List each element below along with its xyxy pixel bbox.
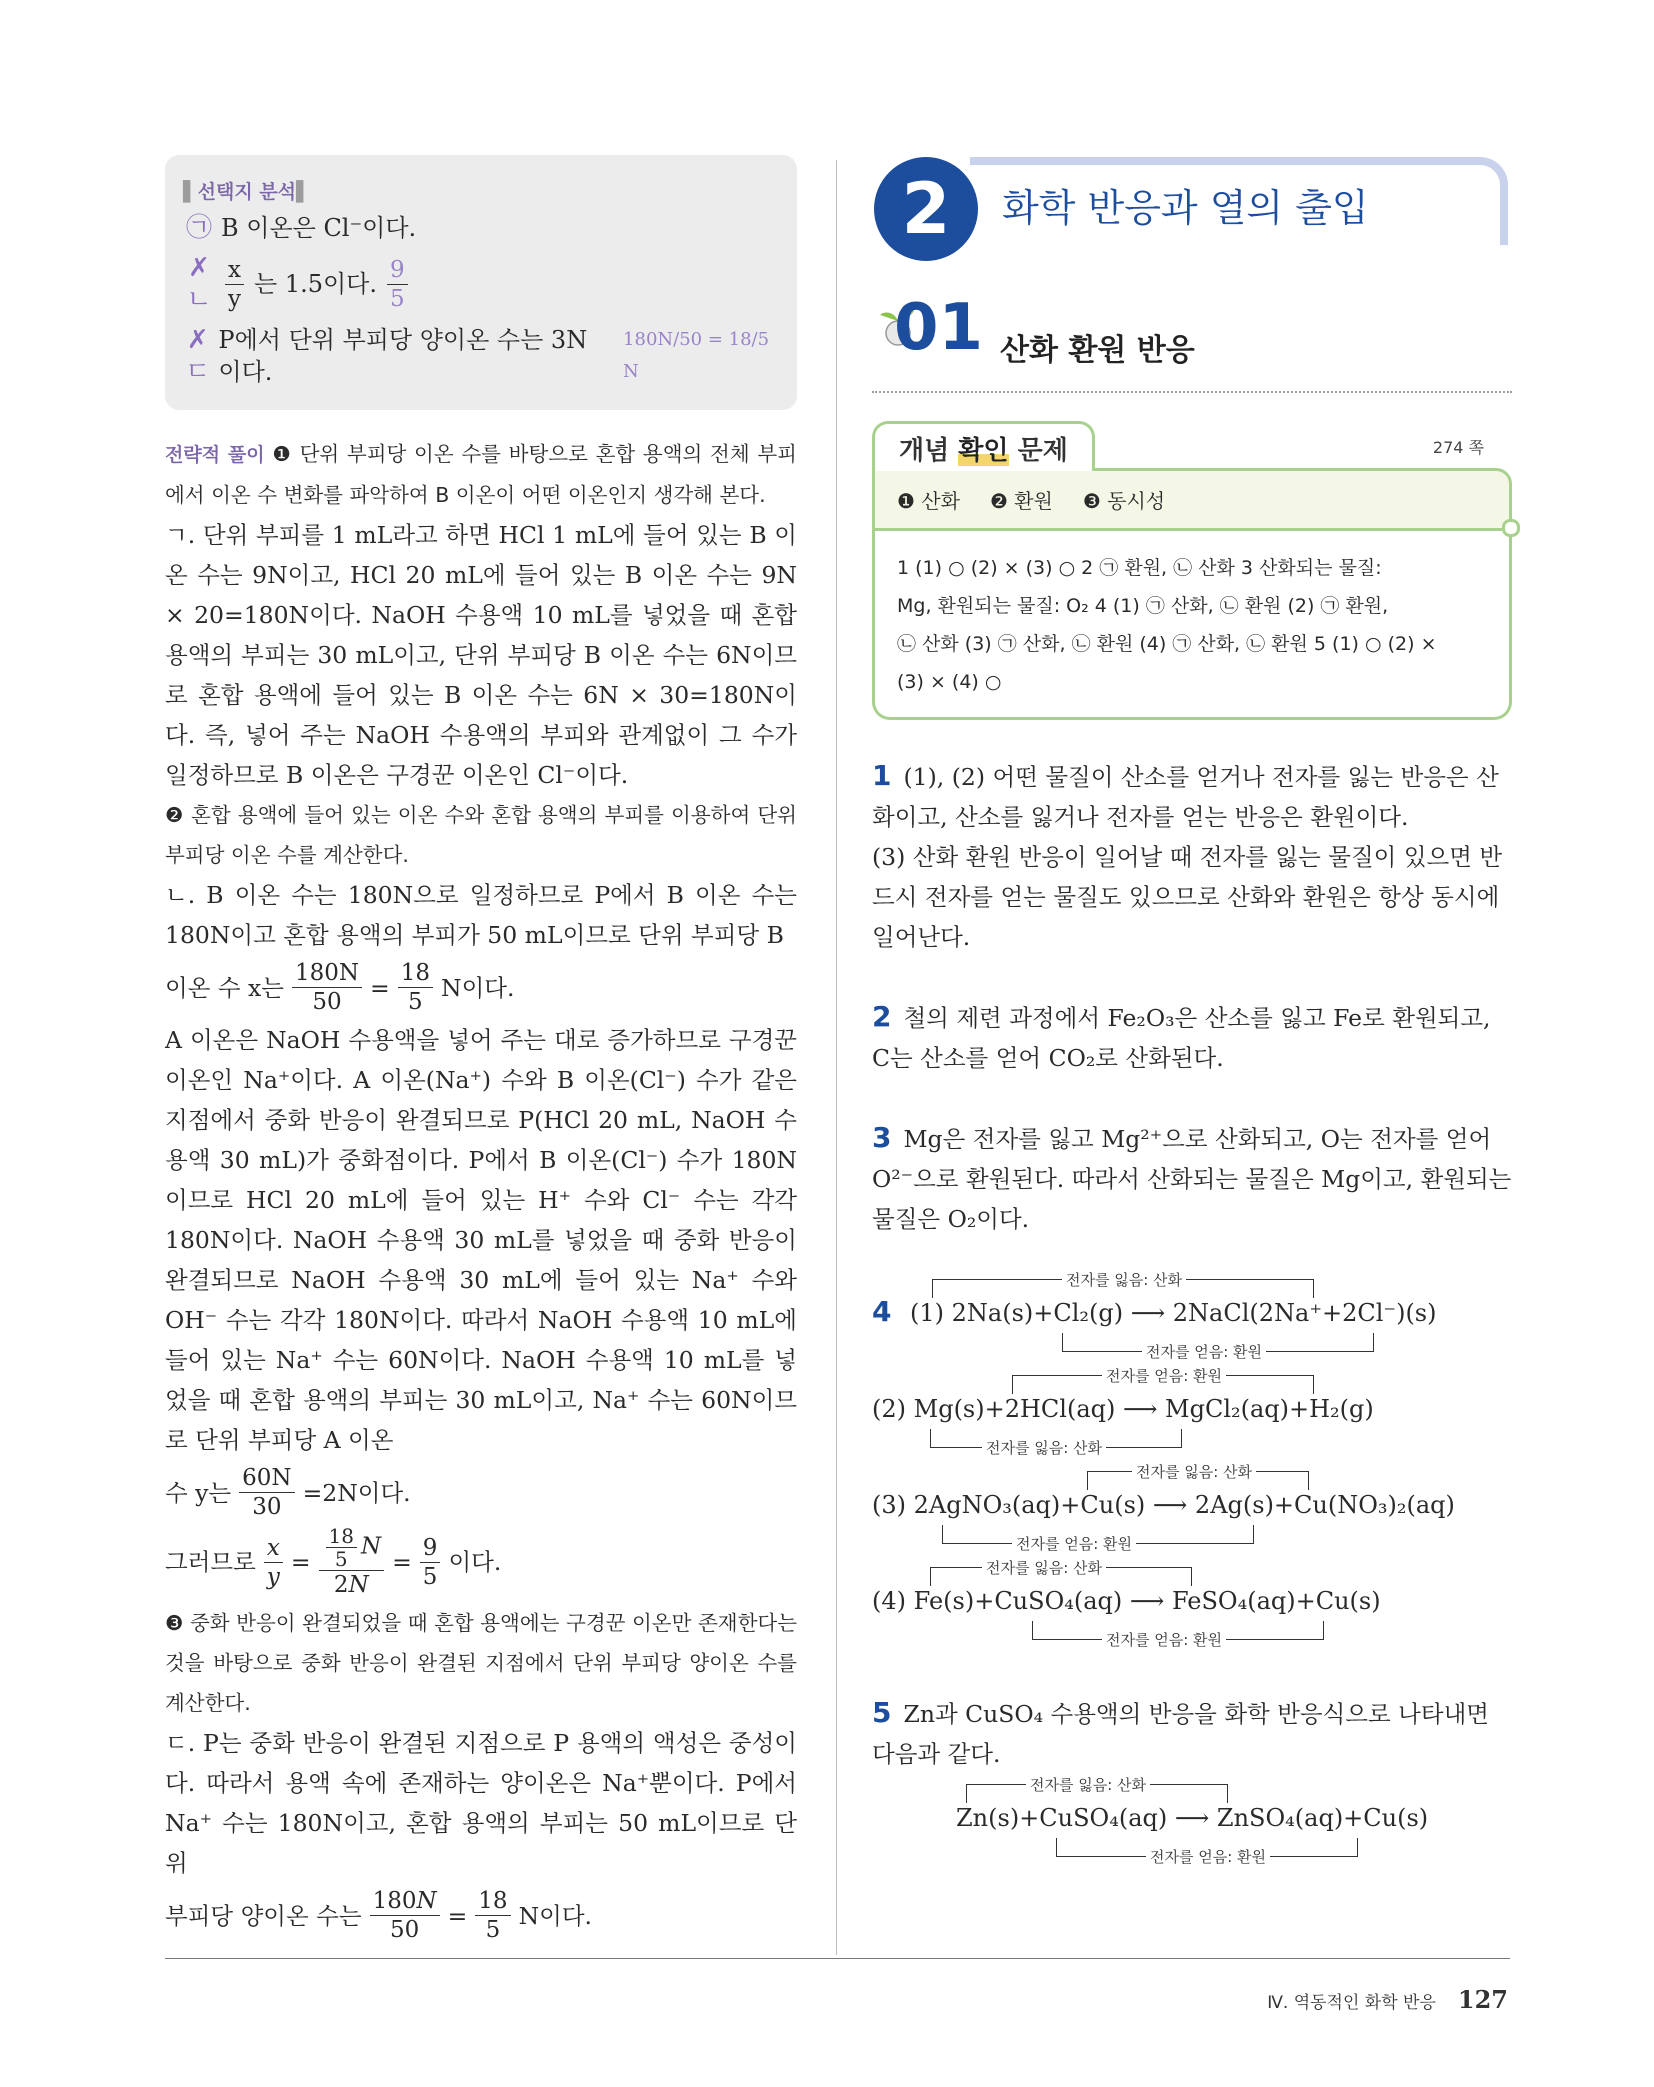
choice-item-1: ㉠ B 이온은 Cl⁻이다. — [183, 212, 777, 244]
concept-answers: 1 (1) ○ (2) × (3) ○ 2 ㉠ 환원, ㉡ 산화 3 산화되는 물질: Mg, 환원되는 물질: O₂ 4 (1) ㉠ 산화, ㉡ 환원 (2) ㉠ 환원, ㉡ 산화 (3) ㉠ 산화, ㉡ 환원 (4) ㉠ 산화, ㉡ 환원 5 (1) ○ (2) × (3) × (4) ○ — [872, 531, 1512, 720]
strategy-step-2: ❷ 혼합 용액에 들어 있는 이온 수와 혼합 용액의 부피를 이용하여 단위 부피당 이온 수를 계산한다. — [165, 803, 797, 867]
chapter-number: 2 — [874, 157, 978, 261]
wrong-mark-icon: ✗ㄴ — [186, 253, 212, 315]
section-number: 01 — [894, 291, 984, 365]
equation-y: 수 y는 $\frac{60N}{30}$ =2N이다. — [165, 1465, 411, 1520]
choice-item-3: ✗ㄷ P에서 단위 부피당 양이온 수는 3N이다. 180N/50 = 18/5 N — [183, 324, 777, 388]
answer-4 — [872, 1269, 1512, 1653]
page-footer — [1267, 1985, 1508, 2014]
reaction-diagram: 4 전자를 잃음: 산화 (1) 2Na(s)+Cl₂(g) ⟶ 2NaCl(2Na⁺+2Cl⁻)(s) 전자를 얻음: 환원 — [872, 1271, 1437, 1361]
reaction-diagram: 전자를 잃음: 산화 Zn(s)+CuSO₄(aq) ⟶ ZnSO₄(aq)+Cu(s) 전자를 얻음: 환원 — [956, 1776, 1429, 1866]
reaction-diagram: 전자를 잃음: 산화 (4) Fe(s)+CuSO₄(aq) ⟶ FeSO₄(aq)+Cu(s) 전자를 얻음: 환원 — [872, 1559, 1381, 1649]
correction-note: 180N/50 = 18/5 N — [623, 329, 770, 382]
section-header — [872, 291, 1512, 393]
section-title: 산화 환원 반응 — [1000, 333, 1195, 368]
equation-ratio: 그러므로 $\frac{x}{y}$ = $\frac{18}{5}$ N 2N = $\frac{9}{5}$ 이다. — [165, 1524, 502, 1598]
chapter-header — [872, 155, 1512, 265]
column-divider — [836, 160, 837, 1955]
concept-keywords: ❶ 산화 ❷ 환원 ❸ 동시성 — [872, 468, 1512, 531]
left-column — [165, 155, 797, 1948]
chapter-title: 화학 반응과 열의 출입 — [1002, 186, 1369, 230]
wrong-mark-icon: ✗ㄷ — [185, 325, 211, 387]
choice-item-2: ✗ㄴ $\frac{x}{y}$ 는 1.5이다. $\frac{9}{5}$ — [183, 252, 777, 316]
strategy-label: 전략적 풀이 — [165, 444, 265, 466]
page-reference: 274 쪽 — [1432, 438, 1484, 457]
reaction-diagram: 전자를 잃음: 산화 (3) 2AgNO₃(aq)+Cu(s) ⟶ 2Ag(s)+Cu(NO₃)₂(aq) 전자를 얻음: 환원 — [872, 1463, 1455, 1553]
answer-1: 1 (1), (2) 어떤 물질이 산소를 얻거나 전자를 잃는 반응은 산화이고, 산소를 잃거나 전자를 얻는 반응은 환원이다. (3) 산화 환원 반응이 일어날 때 전자를 잃는 물질이 있으면 반드시 전자를 얻는 물질도 있으므로 산화와 환원은 항상 동시에 일어난다. — [872, 759, 1503, 951]
unit-title: Ⅳ. 역동적인 화학 반응 — [1267, 1993, 1436, 2013]
correction-note: $\frac{9}{5}$ — [387, 256, 408, 313]
reaction-diagram: 전자를 얻음: 환원 (2) Mg(s)+2HCl(aq) ⟶ MgCl₂(aq)+H₂(g) 전자를 잃음: 산화 — [872, 1367, 1374, 1457]
solution-paragraph: ㄴ. B 이온 수는 180N으로 일정하므로 P에서 B 이온 수는 180N이고 혼합 용액의 부피가 50 mL이므로 단위 부피당 B — [165, 881, 797, 949]
page-number: 127 — [1457, 1985, 1508, 2014]
concept-check-box — [872, 421, 1512, 720]
right-column — [872, 155, 1512, 1870]
correct-mark-icon: ㉠ — [185, 213, 212, 243]
choice-analysis-title: ▌선택지 분석▌ — [183, 181, 311, 203]
answer-5: 5 Zn과 CuSO₄ 수용액의 반응을 화학 반응식으로 나타내면 다음과 같다. 전자를 잃음: 산화 Zn(s)+CuSO₄(aq) ⟶ ZnSO₄(aq)+Cu(s) 전자를 얻음: 환원 — [872, 1693, 1512, 1870]
equation-cation: 부피당 양이온 수는 $\frac{180N}{50}$ = $\frac{18}{5}$ N이다. — [165, 1888, 593, 1943]
solution-paragraph: ㄱ. 단위 부피를 1 mL라고 하면 HCl 1 mL에 들어 있는 B 이온 수는 9N이고, HCl 20 mL에 들어 있는 B 이온 수는 9N × 20=180N이다. NaOH 수용액 10 mL를 넣었을 때 혼합 용액의 부피는 30 mL이고, 단위 부피당 B 이온 수는 6N이므로 혼합 용액에 들어 있는 B 이온 수는 6N × 30=180N이다. 즉, 넣어 주는 NaOH 수용액의 부피와 관계없이 그 수가 일정하므로 B 이온은 구경꾼 이온인 Cl⁻이다. — [165, 521, 797, 789]
choice-analysis-box — [165, 155, 797, 410]
strategy-step-3: ❸ 중화 반응이 완결되었을 때 혼합 용액에는 구경꾼 이온만 존재한다는 것을 바탕으로 중화 반응이 완결된 지점에서 단위 부피당 양이온 수를 계산한다. — [165, 1611, 797, 1715]
bottom-rule — [165, 1958, 1510, 1959]
band-dot-icon — [1502, 519, 1520, 537]
equation-x: 이온 수 x는 $\frac{180N}{50}$ = $\frac{18}{5}$ N이다. — [165, 960, 515, 1015]
solution-paragraph: A 이온은 NaOH 수용액을 넣어 주는 대로 증가하므로 구경꾼 이온인 Na⁺이다. A 이온(Na⁺) 수와 B 이온(Cl⁻) 수가 같은 지점에서 중화 반응이 완결되므로 P(HCl 20 mL, NaOH 수용액 30 mL)가 중화점이다. P에서 B 이온(Cl⁻) 수가 180N이므로 HCl 20 mL에 들어 있는 H⁺ 수와 Cl⁻ 수는 각각 180N이다. NaOH 수용액 30 mL를 넣었을 때 중화 반응이 완결되므로 NaOH 수용액 30 mL에 들어 있는 Na⁺ 수와 OH⁻ 수는 각각 180N이다. 따라서 NaOH 수용액 10 mL에 들어 있는 Na⁺ 수는 60N이다. NaOH 수용액 10 mL를 넣었을 때 혼합 용액의 부피는 30 mL이고, Na⁺ 수는 60N이므로 단위 부피당 A 이온 — [165, 1026, 797, 1454]
strategy-solution — [165, 434, 797, 1944]
answer-2: 2 철의 제련 과정에서 Fe₂O₃은 산소를 잃고 Fe로 환원되고, C는 산소를 얻어 CO₂로 산화된다. — [872, 1000, 1491, 1072]
concept-check-tab: 개념 확인 문제 — [872, 421, 1095, 471]
strategy-step-1: 전략적 풀이 ❶ 단위 부피당 이온 수를 바탕으로 혼합 용액의 전체 부피에서 이온 수 변화를 파악하여 B 이온이 어떤 이온인지 생각해 본다. — [165, 442, 797, 507]
answer-3: 3 Mg은 전자를 잃고 Mg²⁺으로 산화되고, O는 전자를 얻어 O²⁻으로 환원된다. 따라서 산화되는 물질은 Mg이고, 환원되는 물질은 O₂이다. — [872, 1121, 1512, 1233]
solution-paragraph: ㄷ. P는 중화 반응이 완결된 지점으로 P 용액의 액성은 중성이다. 따라서 용액 속에 존재하는 양이온은 Na⁺뿐이다. P에서 Na⁺ 수는 180N이고, 혼합 용액의 부피는 50 mL이므로 단위 — [165, 1729, 797, 1877]
